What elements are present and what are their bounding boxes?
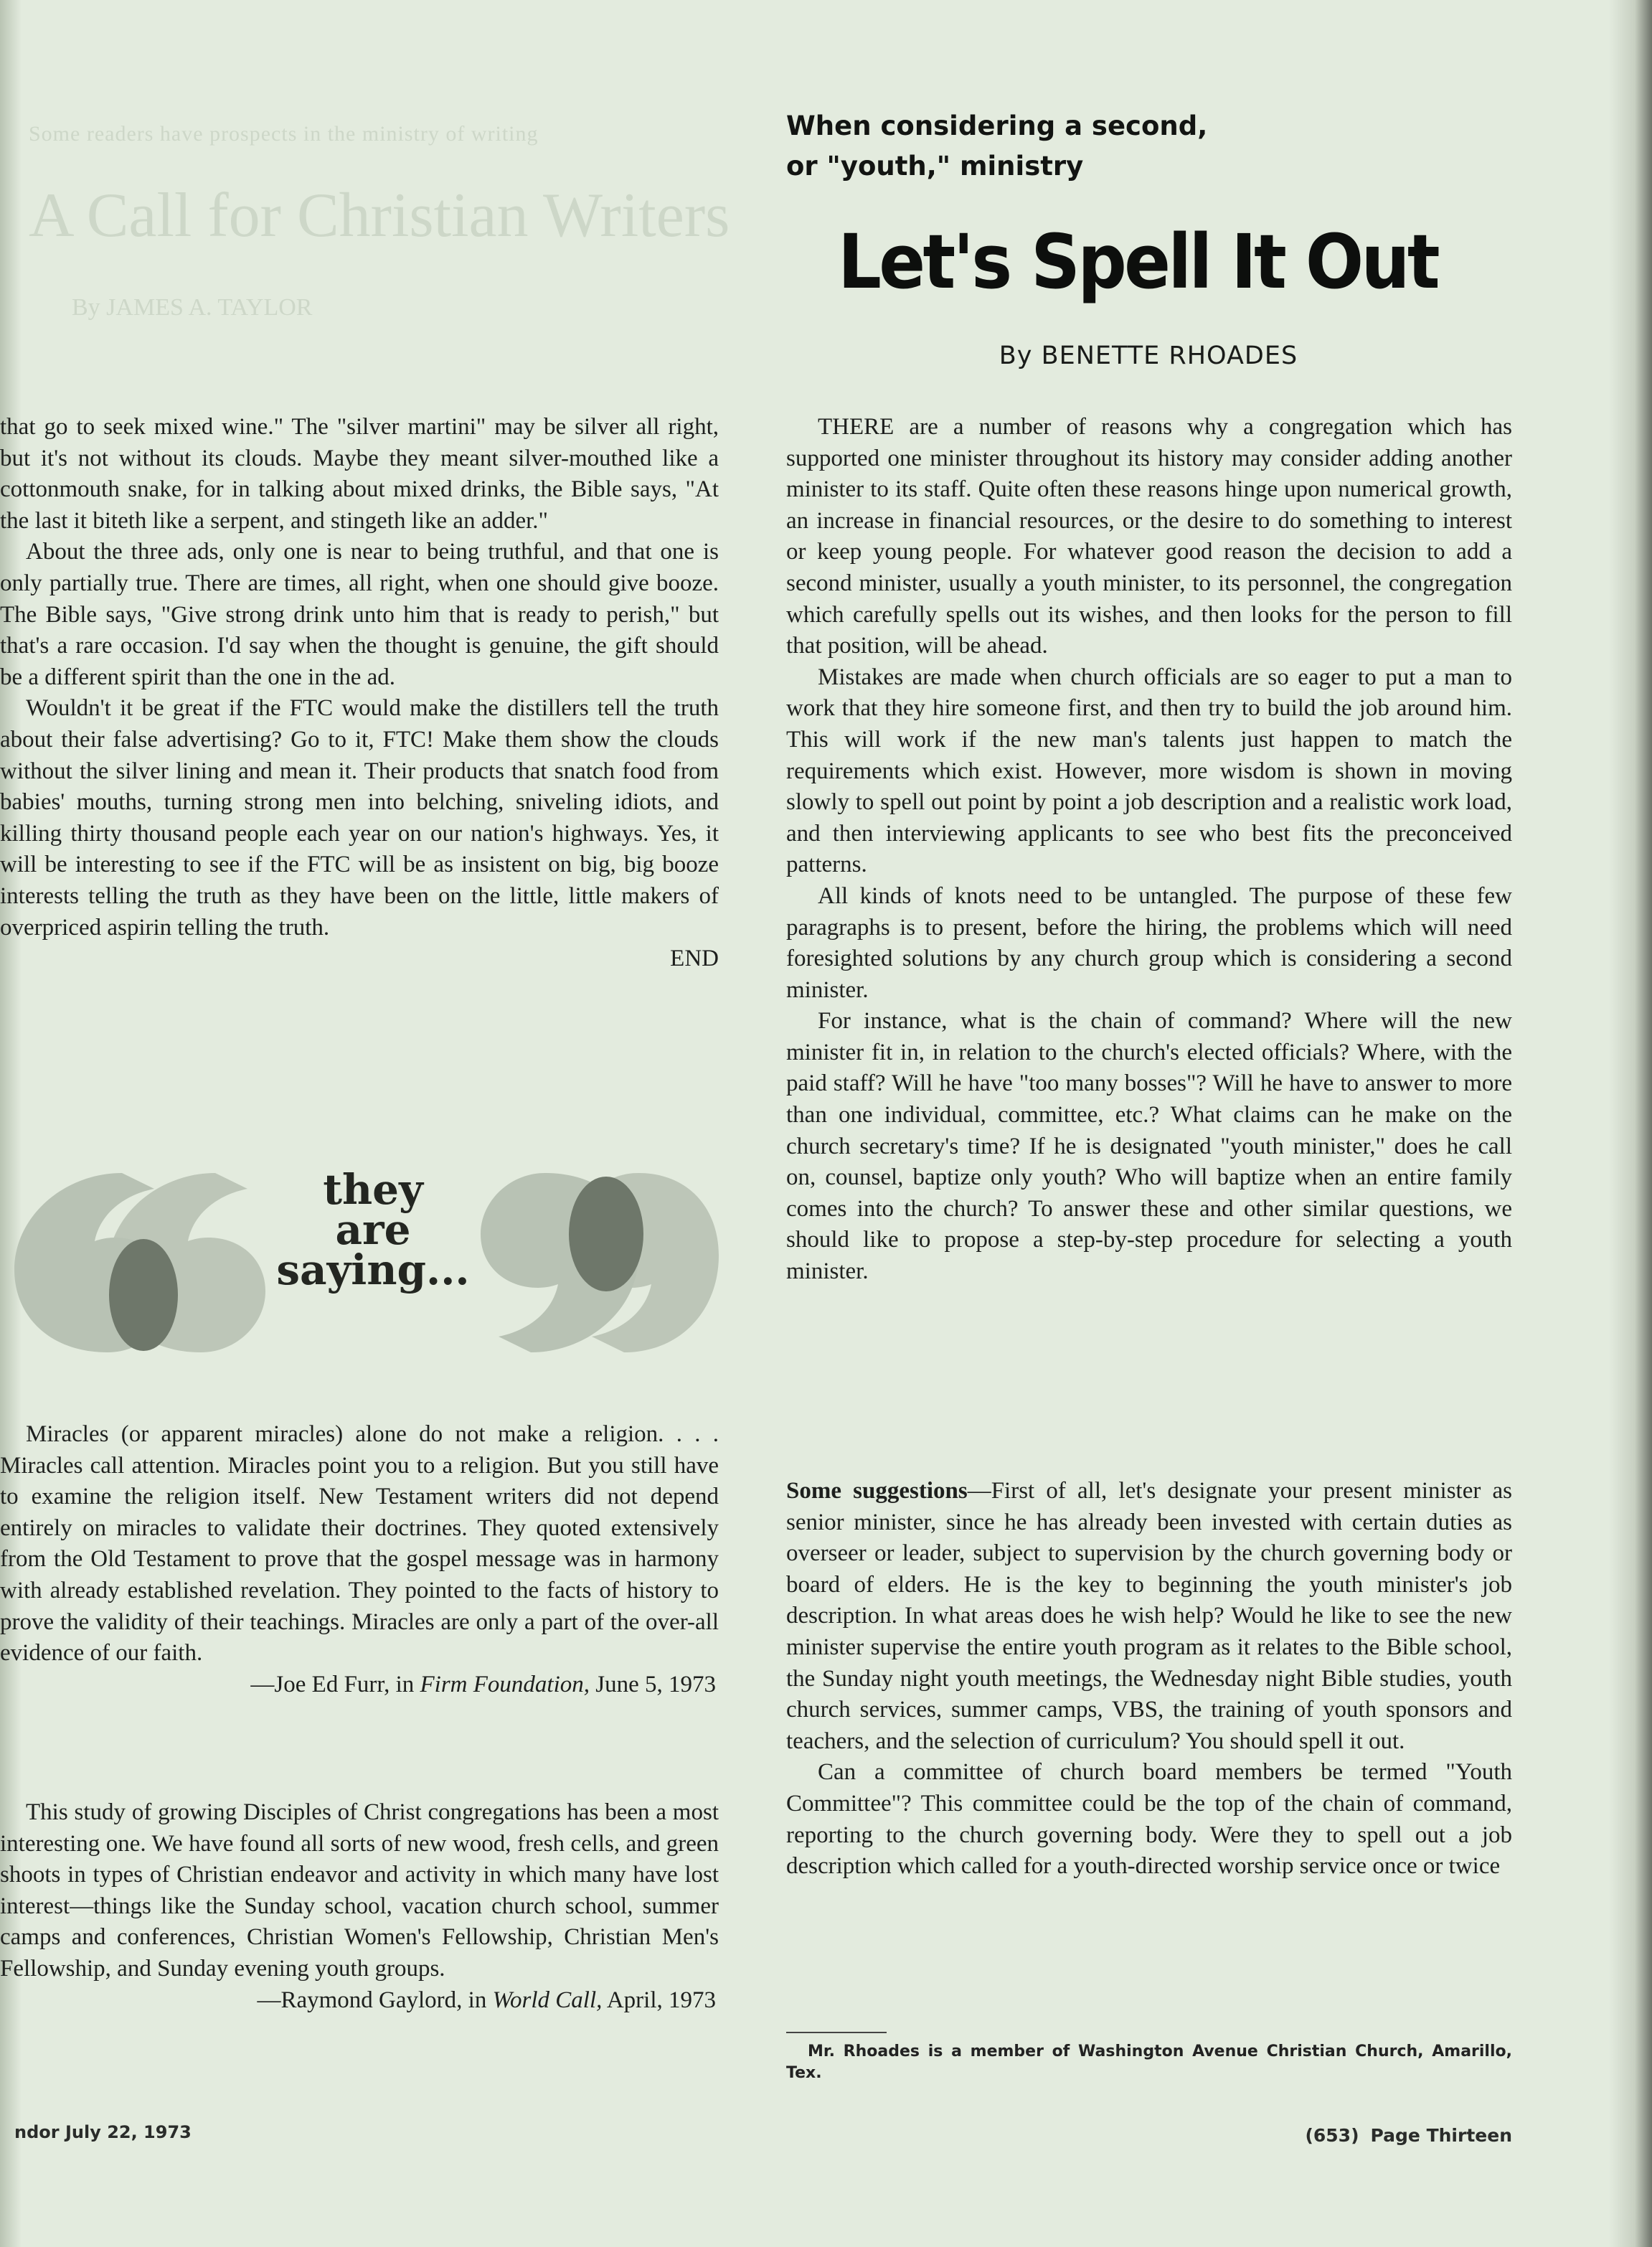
article-byline: By BENETTE RHOADES bbox=[999, 341, 1298, 370]
feature-title-line: they bbox=[323, 1165, 423, 1214]
subheading-text: —First of all, let's designate your present minister as senior minister, since he has already been invested with certain duties as overseer or leader, subject to supervision by the church governing body or board of elders. He is the key to beginning the youth minister's job description. In what areas does he wish help? Would he like to see the new minister supervise the entire youth program as it relates to the Bible school, the Sunday night youth meetings, the Wednesday night Bible studies, youth church services, summer camps, VBS, the training of youth sponsors and teachers, and the selection of curriculum? You should spell it out. bbox=[786, 1478, 1512, 1754]
attribution-date: June 5, 1973 bbox=[590, 1671, 716, 1697]
page-label: Page Thirteen bbox=[1370, 2125, 1512, 2146]
article-body bbox=[786, 412, 1512, 1445]
paragraph: About the three ads, only one is near to being truthful, and that one is only partially true. There are times, all right, when one should give booze. The Bible says, "Give strong drink unto him that is ready to perish," but that's a rare occasion. I'd say when the thought is genuine, the gift should be a different spirit than the one in the ad. bbox=[0, 539, 719, 690]
quote-attribution bbox=[0, 1985, 719, 2017]
quote-text: Miracles (or apparent miracles) alone do not make a religion. . . . Miracles call attention. Miracles point you to a religion. But you still have to examine the religion itself. New Testament writers did not depend entirely on miracles to validate their doctrines. They quoted extensively from the Old Testament to prove that the gospel message was in harmony with already established revelation. They pointed to the facts of history to prove the validity of their teachings. Miracles are only a part of the over-all evidence of our faith. bbox=[0, 1421, 719, 1667]
paragraph: For instance, what is the chain of command? Where will the new minister fit in, in relation to the church's elected officials? Where, with the paid staff? Will he have "too many bosses"? Will he have to answer to more than one individual, committee, etc.? What claims can he make on the church secretary's time? If he is designated "youth minister," does he call on, counsel, baptize only youth? Who will baptize when an entire family comes into the church? To answer these and other similar questions, we should like to propose a step-by-step procedure for selecting a youth minister. bbox=[786, 1008, 1512, 1285]
kicker-line: or "youth," ministry bbox=[786, 151, 1084, 182]
feature-title-line: saying... bbox=[276, 1245, 470, 1294]
paragraph: that go to seek mixed wine." The "silver martini" may be silver all right, but it's not without its clouds. Maybe they meant silver-mouthed like a cottonmouth snake, for in talking about mixed drinks, the Bible says, "At the last it biteth like a serpent, and stingeth like an adder." bbox=[0, 414, 719, 534]
attribution-date: April, 1973 bbox=[602, 1987, 716, 2013]
quote-attribution bbox=[0, 1669, 719, 1701]
continued-article bbox=[0, 412, 719, 1106]
footnote-divider bbox=[786, 2032, 887, 2033]
paragraph bbox=[786, 1476, 1512, 1757]
page-binding-shadow bbox=[1609, 0, 1652, 2247]
author-footnote: Mr. Rhoades is a member of Washington Avenue Christian Church, Amarillo, Tex. bbox=[786, 2043, 1512, 2082]
article-body-continued bbox=[786, 1476, 1512, 2028]
article-kicker bbox=[786, 106, 1288, 187]
bleed-through-title: A Call for Christian Writers bbox=[29, 181, 730, 250]
feature-title bbox=[255, 1165, 491, 1294]
page-number bbox=[1293, 2125, 1512, 2146]
paragraph: Can a committee of church board members be termed "Youth Committee"? This committee could be the top of the chain of command, reporting to the church governing body. Were they to spell out a job description which called for a youth-directed worship service once or twice bbox=[786, 1759, 1512, 1880]
end-mark: END bbox=[670, 946, 719, 972]
quote-block bbox=[0, 1419, 719, 1763]
bleed-through-text: Some readers have prospects in the ministry of writing bbox=[29, 122, 539, 146]
bleed-through-byline: By JAMES A. TAYLOR bbox=[72, 294, 313, 321]
quote-block bbox=[0, 1797, 719, 2113]
they-are-saying-graphic bbox=[0, 1144, 719, 1381]
paragraph: Wouldn't it be great if the FTC would make the distillers tell the truth about their false advertising? Go to it, FTC! Make them show the clouds without the silver lining and mean it. Their products that snatch food from babies' mouths, turning strong men into belching, sniveling idiots, and killing thirty thousand people each year on our nation's highways. Yes, it will be interesting to see if the FTC will be as insistent on big, big booze interests telling the truth as they have been on the little, little makers of overpriced aspirin telling the truth. bbox=[0, 695, 719, 941]
subheading: Some suggestions bbox=[786, 1478, 968, 1504]
feature-title-line: are bbox=[335, 1205, 411, 1254]
page-code: (653) bbox=[1305, 2125, 1359, 2146]
attribution-author: —Joe Ed Furr, in bbox=[250, 1671, 420, 1697]
paragraph: All kinds of knots need to be untangled. The purpose of these few paragraphs is to present, before the hiring, the problems which will need foresighted solutions by any church group which is considering a second minister. bbox=[786, 882, 1512, 1003]
paragraph: THERE are a number of reasons why a congregation which has supported one minister throughout its history may consider adding another minister to its staff. Quite often these reasons hinge upon numerical growth, an increase in financial resources, or the desire to do something to interest or keep young people. For whatever good reason the decision to add a second minister, usually a youth minister, to its personnel, the congregation which carefully spells out its wishes, and then looks for the person to fill that position, will be ahead. bbox=[786, 414, 1512, 659]
kicker-line: When considering a second, bbox=[786, 110, 1208, 141]
attribution-source: Firm Foundation, bbox=[420, 1671, 590, 1697]
attribution-source: World Call, bbox=[492, 1987, 603, 2013]
attribution-author: —Raymond Gaylord, in bbox=[257, 1987, 493, 2013]
quote-text: This study of growing Disciples of Christ congregations has been a most interesting one. We have found all sorts of new wood, fresh cells, and green shoots in types of Christian endeavor and activity in which many have lost interest—things like the Sunday school, vacation church school, summer camps and conferences, Christian Women's Fellowship, Christian Men's Fellowship, and Sunday evening youth groups. bbox=[0, 1799, 719, 1982]
issue-date: ndor July 22, 1973 bbox=[14, 2122, 192, 2142]
article-title: Let's Spell It Out bbox=[838, 218, 1438, 306]
paragraph: Mistakes are made when church officials are so eager to put a man to work that they hire someone first, and then try to build the job around him. This will work if the new man's talents just happen to match the requirements which exist. However, more wisdom is shown in moving slowly to spell out point by point a job description and a realistic work load, and then interviewing applicants to see who best fits the preconceived patterns. bbox=[786, 664, 1512, 878]
